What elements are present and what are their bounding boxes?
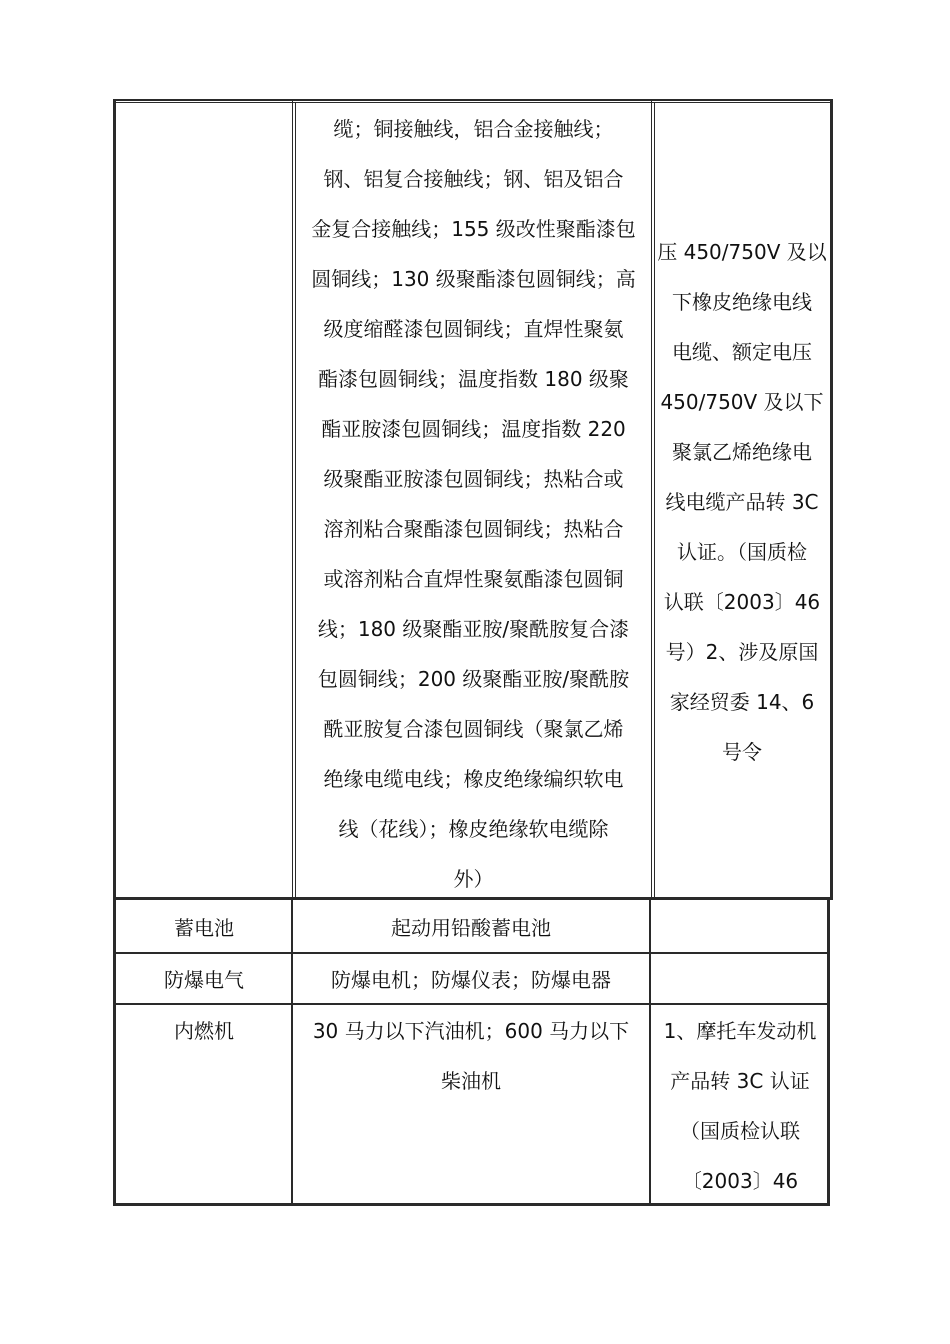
row-divider	[113, 1003, 830, 1005]
products-cell: 缆；铜接触线，铝合金接触线； 钢、铝复合接触线；钢、铝及铝合 金复合接触线；155 级改性聚酯漆包 圆铜线；130 级聚酯漆包圆铜线；高 级度缩醛漆包圆铜线；直焊性聚氨 酯漆包圆铜线；温度指数 180 级聚 酯亚胺漆包圆铜线；温度指数 220 级聚酯亚胺漆包圆铜线；热粘合或 溶剂粘合聚酯漆包圆铜线；热粘合 或溶剂粘合直焊性聚氨酯漆包圆铜 线；180 级聚酯亚胺/聚酰胺复合漆 包圆铜线；200 级聚酯亚胺/聚酰胺 酰亚胺复合漆包圆铜线（聚氯乙烯 绝缘电缆电线；橡皮绝缘编织软电 线（花线）；橡皮绝缘软电缆除 外）	[311, 117, 636, 891]
column-divider	[651, 99, 652, 899]
notes-cell: 1、摩托车发动机 产品转 3C 认证 （国质检认联 〔2003〕46	[663, 1019, 817, 1193]
products-cell: 起动用铅酸蓄电池	[391, 916, 551, 940]
notes-cell	[650, 903, 828, 953]
category-cell: 内燃机	[174, 1019, 234, 1043]
table-border-right-upper	[830, 99, 833, 899]
category-cell: 防爆电气	[164, 968, 244, 992]
row-divider	[113, 897, 833, 900]
table-border-top-inner	[116, 102, 831, 103]
row-divider	[113, 952, 830, 954]
table-border-top	[113, 99, 833, 101]
products-cell: 防爆电机；防爆仪表；防爆电器	[331, 968, 611, 992]
category-cell: 蓄电池	[174, 916, 234, 940]
column-divider	[649, 898, 651, 1206]
products-cell: 30 马力以下汽油机；600 马力以下 柴油机	[312, 1019, 630, 1093]
table-border-left	[113, 99, 116, 1206]
column-divider	[291, 898, 293, 1206]
column-divider	[292, 99, 293, 899]
table-border-bottom	[113, 1203, 830, 1206]
notes-cell: 压 450/750V 及以 下橡皮绝缘电线 电缆、额定电压 450/750V 及以下 聚氯乙烯绝缘电 线电缆产品转 3C 认证。（国质检 认联〔2003〕46 号）2、涉及原国 家经贸委 14、6 号令	[657, 240, 827, 764]
column-divider	[295, 102, 296, 899]
table-border-right-lower	[827, 898, 830, 1206]
category-cell	[116, 102, 294, 898]
notes-cell	[650, 955, 828, 1005]
column-divider	[654, 102, 655, 899]
